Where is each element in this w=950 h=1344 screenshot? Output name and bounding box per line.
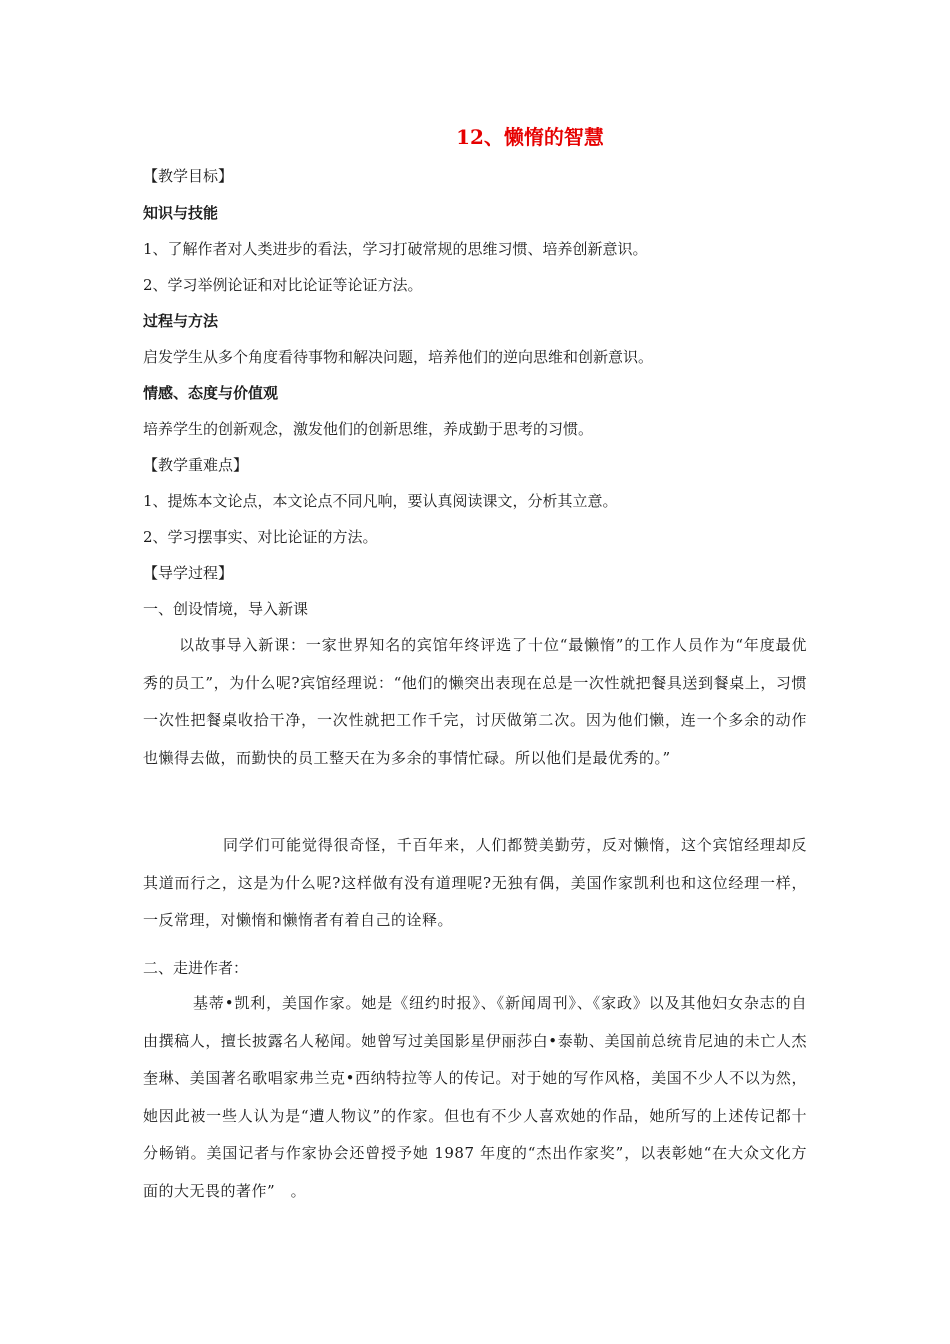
knowledge-item-2: 2、学习举例论证和对比论证等论证方法。 [143,276,423,294]
key-point-2: 2、学习摆事实、对比论证的方法。 [143,528,378,546]
step-1-heading: 一、创设情境，导入新课 [143,600,309,618]
step-2-heading: 二、走进作者： [143,959,249,977]
subheading-emotion-values: 情感、态度与价值观 [143,384,279,402]
key-point-1: 1、提炼本文论点，本文论点不同凡响，要认真阅读课文，分析其立意。 [143,492,618,510]
subheading-knowledge-skills: 知识与技能 [143,204,219,222]
section-heading-key-points: 【教学重难点】 [143,456,249,474]
author-bio-paragraph: 基蒂•凯利，美国作家。她是《纽约时报》、《新闻周刊》、《家政》以及其他妇女杂志的自由撰稿人，擅长披露名人秘闻。她曾写过美国影星伊丽莎白•泰勒、美国前总统肯尼迪的未亡人杰奎琳、美国著名歌唱家弗兰克•西纳特拉等人的传记。对于她的写作风格，美国不少人不以为然，她因此被一些人认为是“遭人物议”的作家。但也有不少人喜欢她的作品，她所写的上述传记都十分畅销。美国记者与作家协会还曾授予她 1987 年度的“杰出作家奖”，以表彰她“在大众文化方面的大无畏的著作” 。 [143,994,807,1200]
discussion-paragraph: 同学们可能觉得很奇怪，千百年来，人们都赞美勤劳，反对懒惰，这个宾馆经理却反其道而行之，这是为什么呢?这样做有没有道理呢?无独有偶，美国作家凯利也和这位经理一样，一反常理，对懒惰和懒惰者有着自己的诠释。 [143,836,807,929]
emotion-item: 培养学生的创新观念，激发他们的创新思维，养成勤于思考的习惯。 [143,420,594,438]
intro-story-paragraph: 以故事导入新课：一家世界知名的宾馆年终评选了十位“最懒惰”的工作人员作为“年度最优秀的员工”，为什么呢?宾馆经理说：“他们的懒突出表现在总是一次性就把餐具送到餐桌上，习惯一次性把餐桌收拾干净，一次性就把工作千完，讨厌做第二次。因为他们懒，连一个多余的动作也懒得去做，而勤快的员工整天在为多余的事情忙碌。所以他们是最优秀的。” [143,636,807,767]
subheading-process-method: 过程与方法 [143,312,219,330]
knowledge-item-1: 1、了解作者对人类进步的看法，学习打破常规的思维习惯、培养创新意识。 [143,240,648,258]
section-heading-guide-process: 【导学过程】 [143,564,234,582]
section-heading-teaching-goals: 【教学目标】 [143,167,234,185]
process-item: 启发学生从多个角度看待事物和解决问题，培养他们的逆向思维和创新意识。 [143,348,654,366]
page-title: 12、懒惰的智慧 [456,125,604,149]
